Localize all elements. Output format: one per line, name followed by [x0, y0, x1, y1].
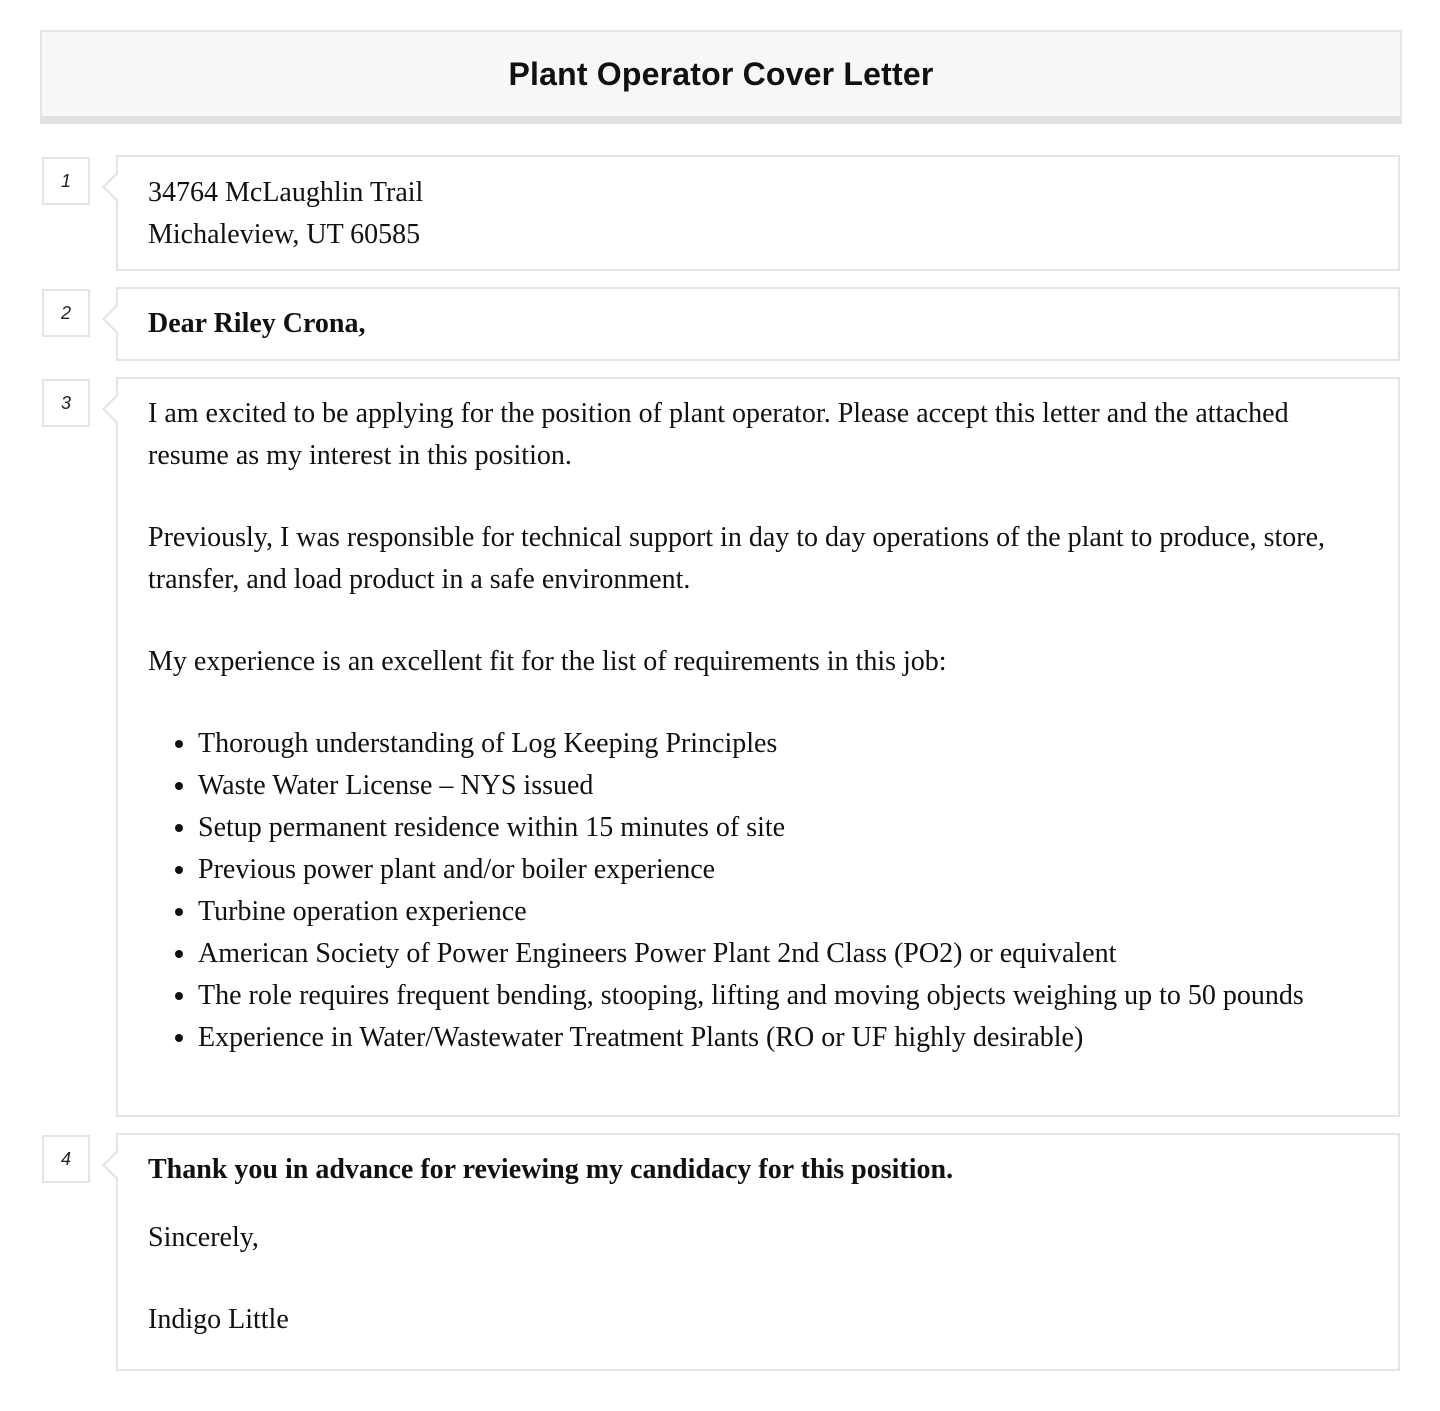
address-line-2: Michaleview, UT 60585	[148, 219, 421, 250]
intro-paragraph: I am excited to be applying for the position of plant operator. Please accept this letter and the attached resume as my interest in this position.	[148, 398, 1289, 471]
closing-salutation: Sincerely,	[148, 1222, 259, 1253]
greeting-section	[116, 287, 1400, 361]
section-number-1: 1	[42, 157, 90, 205]
list-item: • Thorough understanding of Log Keeping Principles	[198, 723, 1368, 765]
body-section	[116, 377, 1400, 1117]
list-item: • Previous power plant and/or boiler experience	[198, 849, 1368, 891]
requirements-list	[148, 723, 1368, 1059]
experience-paragraph: Previously, I was responsible for technical support in day to day operations of the plant to produce, store, transfer, and load product in a safe environment.	[148, 522, 1326, 595]
list-item: • Experience in Water/Wastewater Treatment Plants (RO or UF highly desirable)	[198, 1017, 1368, 1059]
list-item: • The role requires frequent bending, stooping, lifting and moving objects weighing up to 50 pounds	[198, 975, 1368, 1017]
section-number-3: 3	[42, 379, 90, 427]
greeting: Dear Riley Crona,	[148, 308, 366, 339]
section-number-2: 2	[42, 289, 90, 337]
closing-section	[116, 1133, 1400, 1371]
document-header	[40, 30, 1402, 124]
address-line-1: 34764 McLaughlin Trail	[148, 177, 424, 208]
list-item: • Setup permanent residence within 15 minutes of site	[198, 807, 1368, 849]
requirements-intro: My experience is an excellent fit for the list of requirements in this job:	[148, 646, 947, 677]
section-number-4: 4	[42, 1135, 90, 1183]
signature-name: Indigo Little	[148, 1304, 289, 1335]
page-title: Plant Operator Cover Letter	[508, 55, 934, 92]
list-item: • Waste Water License – NYS issued	[198, 765, 1368, 807]
list-item: • Turbine operation experience	[198, 891, 1368, 933]
thank-you-line: Thank you in advance for reviewing my candidacy for this position.	[148, 1154, 954, 1185]
address-section	[116, 155, 1400, 271]
list-item: • American Society of Power Engineers Power Plant 2nd Class (PO2) or equivalent	[198, 933, 1368, 975]
